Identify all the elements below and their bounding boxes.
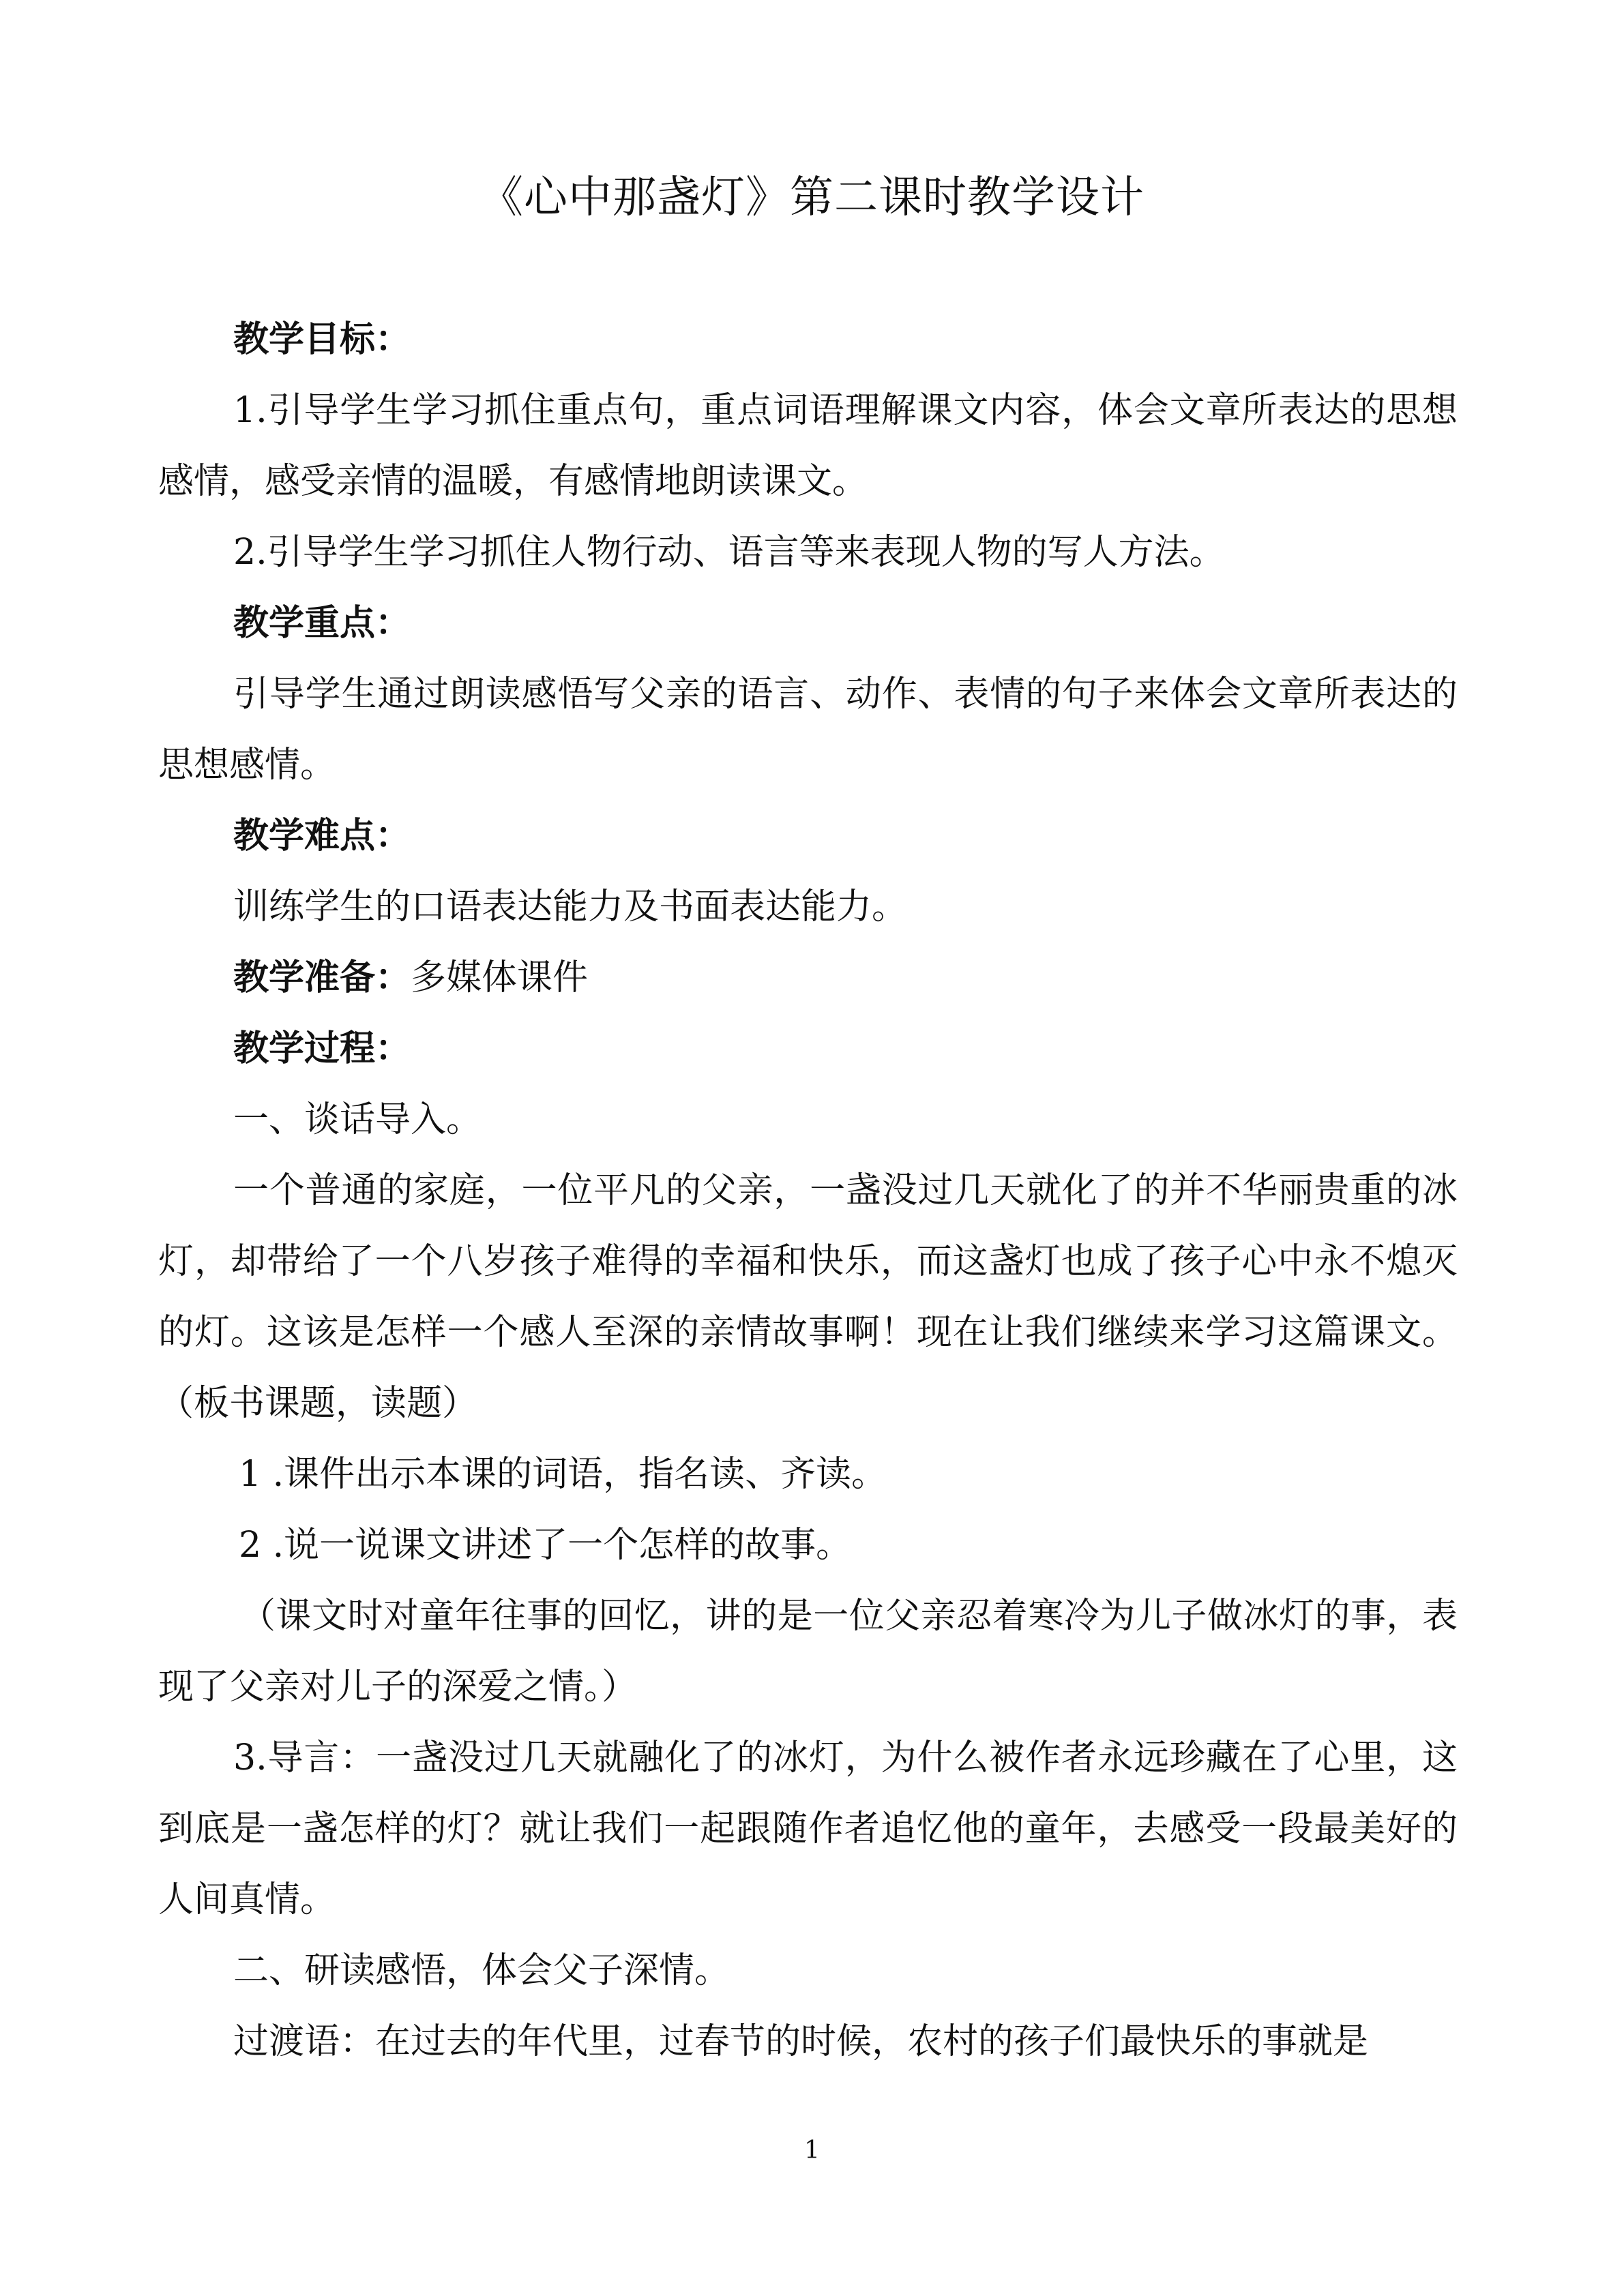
transition-paragraph: 过渡语：在过去的年代里，过春节的时候，农村的孩子们最快乐的事就是 <box>233 2021 1369 2062</box>
difficulties-text: 训练学生的口语表达能力及书面表达能力。 <box>233 886 908 927</box>
step-3: 3.导言：一盏没过几天就融化了的冰灯，为什么被作者永远珍藏在了心里，这到底是一盏怎样的灯？就让我们一起跟随作者追忆他的童年，去感受一段最美好的人间真情。 <box>158 1738 1458 1920</box>
step-1: 1 .课件出示本课的词语，指名读、齐读。 <box>239 1454 887 1495</box>
step-2-answer: （课文时对童年往事的回忆，讲的是一位父亲忍着寒冷为儿子做冰灯的事，表现了父亲对儿子的深爱之情。） <box>158 1596 1458 1708</box>
preparation-text: 多媒体课件 <box>411 957 589 998</box>
process-heading: 教学过程： <box>233 1028 411 1069</box>
preparation-line <box>158 942 1458 1013</box>
objective-2: 2.引导学生学习抓住人物行动、语言等来表现人物的写人方法。 <box>233 532 1225 573</box>
objective-1: 1.引导学生学习抓住重点句，重点词语理解课文内容，体会文章所表达的思想感情，感受亲情的温暖，有感情地朗读课文。 <box>158 390 1458 502</box>
objectives-heading: 教学目标： <box>233 319 411 360</box>
preparation-heading: 教学准备： <box>233 957 411 998</box>
difficulties-heading: 教学难点： <box>233 816 411 856</box>
key-points-text: 引导学生通过朗读感悟写父亲的语言、动作、表情的句子来体会文章所表达的思想感情。 <box>158 674 1458 786</box>
key-points-heading: 教学重点： <box>233 603 411 644</box>
page-number: 1 <box>804 2136 820 2164</box>
section-2-heading: 二、研读感悟，体会父子深情。 <box>233 1950 730 1991</box>
section-1-heading: 一、谈话导入。 <box>233 1099 482 1140</box>
document-title: 《心中那盏灯》第二课时教学设计 <box>479 173 1145 223</box>
intro-paragraph: 一个普通的家庭，一位平凡的父亲，一盏没过几天就化了的并不华丽贵重的冰灯，却带给了一个八岁孩子难得的幸福和快乐，而这盏灯也成了孩子心中永不熄灭的灯。这该是怎样一个感人至深的亲情故事啊！现在让我们继续来学习这篇课文。（板书课题，读题） <box>158 1170 1458 1424</box>
document-body <box>158 304 1458 2077</box>
step-2: 2 .说一说课文讲述了一个怎样的故事。 <box>239 1525 852 1566</box>
